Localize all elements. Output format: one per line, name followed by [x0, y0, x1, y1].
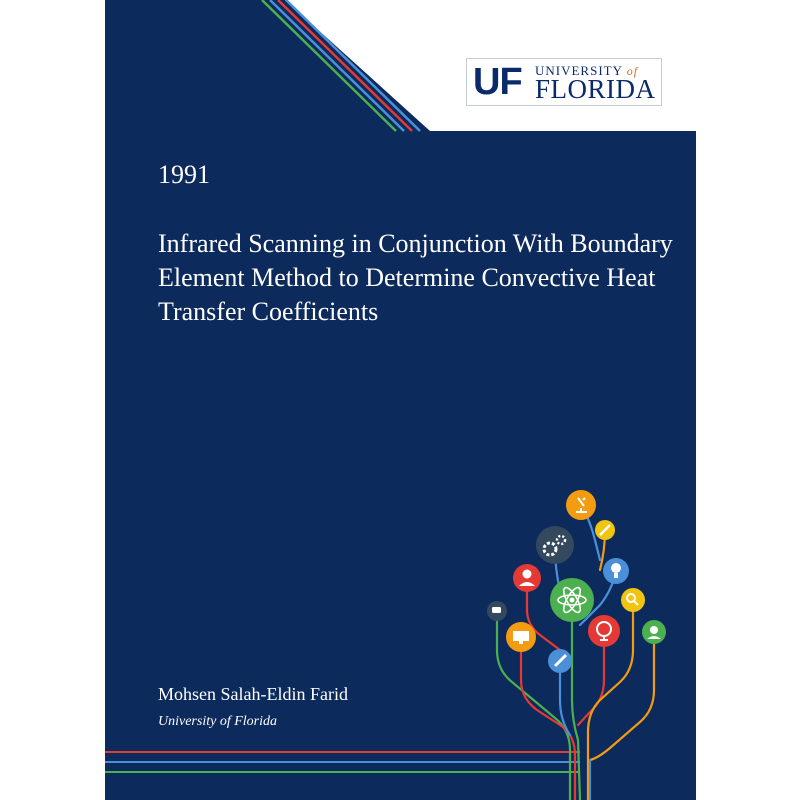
university-logo — [466, 58, 662, 106]
institution-name: University of Florida — [158, 714, 277, 729]
logo-university-text: UNIVERSITY of — [535, 63, 639, 78]
pencil-icon — [595, 520, 615, 540]
publication-year: 1991 — [158, 160, 210, 189]
monitor-icon — [506, 622, 536, 652]
globe-icon — [588, 615, 620, 647]
graduate-icon — [642, 620, 666, 644]
logo-florida-text: FLORIDA — [535, 74, 656, 104]
uf-logo-mark: UF — [473, 61, 522, 103]
tree-branches — [497, 505, 654, 800]
author-name: Mohsen Salah-Eldin Farid — [158, 684, 348, 704]
gears-icon — [536, 526, 574, 564]
person-icon — [513, 564, 541, 592]
book-title: Infrared Scanning in Conjunction With Boundary Element Method to Determine Convective Heat Transfer Coefficients — [158, 229, 673, 326]
pen-icon — [548, 649, 572, 673]
chat-icon — [487, 601, 507, 621]
microscope-icon — [566, 490, 596, 520]
magnifier-icon — [621, 588, 645, 612]
lightbulb-icon — [603, 558, 629, 584]
atom-icon — [550, 578, 594, 622]
